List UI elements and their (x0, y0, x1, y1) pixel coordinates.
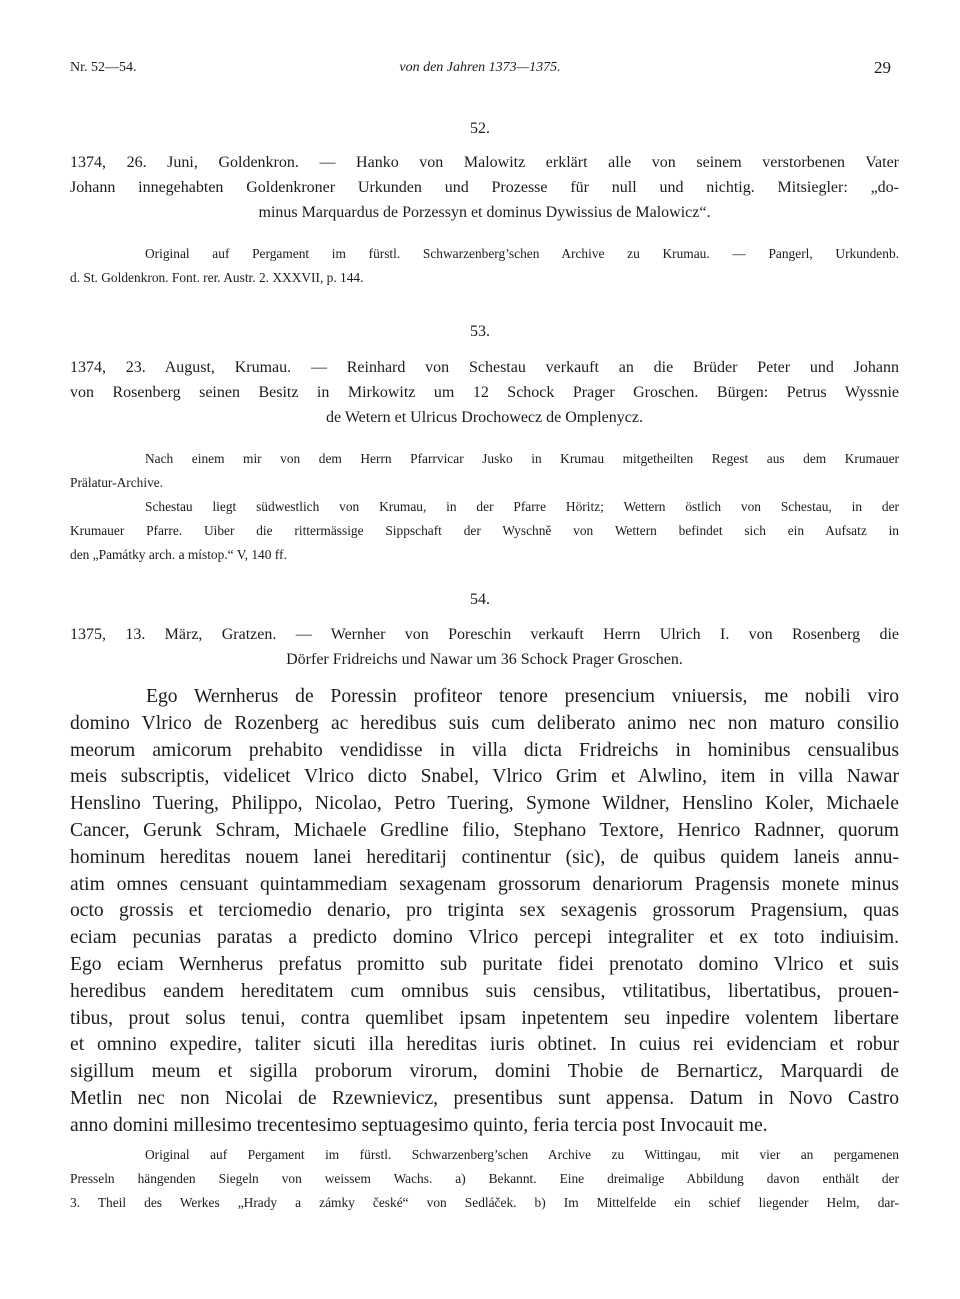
text-line: anno domini millesimo trecentesimo septuagesimo quinto, feria tercia post Invocauit me. (70, 1114, 768, 1136)
note-line: Schestau liegt südwestlich von Krumau, in der Pfarre Höritz; Wettern östlich von Schestau, in der (145, 499, 899, 514)
document-regest (70, 150, 899, 225)
text-line: Ego eciam Wernherus prefatus promitto sub puritate fidei prenotato domino Vlrico et suis (70, 953, 899, 975)
regest-line: von Rosenberg seinen Besitz in Mirkowitz um 12 Schock Prager Groschen. Bürgen: Petrus Wyssnie (70, 384, 899, 401)
note-line: Krumauer Pfarre. Uiber die rittermässige Sippschaft der Wyschně von Wettern befindet sich ein Aufsatz in (70, 523, 899, 538)
text-line: meis subscriptis, videlicet Vlrico dicto Snabel, Vlrico Grim et Alwlino, item in villa Nawar (70, 766, 899, 788)
text-line: atim omnes censuant quintammediam sexagenam grossorum denariorum Pragensis monete minus (70, 873, 899, 895)
source-note (70, 447, 899, 567)
text-line: octo grossis et terciomedio denario, pro triginta sex sexagenis grossorum Pragensium, quas (70, 900, 899, 922)
regest-line: Dörfer Fridreichs und Nawar um 36 Schock Prager Groschen. (286, 651, 683, 668)
note-line: Original auf Pergament im fürstl. Schwarzenberg’schen Archive zu Wittingau, mit vier an pergamenen (145, 1147, 899, 1162)
note-line: den „Památky arch. a místop.“ V, 140 ff. (70, 547, 287, 562)
text-line: domino Vlrico de Rozenberg ac heredibus suis cum deliberato animo nec non maturo consilio (70, 712, 899, 734)
regest-line: 1374, 26. Juni, Goldenkron. — Hanko von Malowitz erklärt alle von seinem verstorbenen Vater (70, 154, 899, 171)
text-line: tibus, prout solus tenui, contra quemlibet ipsam inpetentem seu inpedire volentem libertare (70, 1007, 899, 1029)
document-regest (70, 355, 899, 430)
text-line: Cancer, Gerunk Schram, Michaele Gredline filio, Stephano Textore, Henrico Radnner, quorum (70, 819, 899, 841)
document-number: 54. (470, 591, 490, 608)
running-header-title: von den Jahren 1373—1375. (399, 60, 561, 75)
text-line: hominum hereditas nouem lanei hereditarij continentur (sic), de quibus quidem laneis annu- (70, 846, 899, 868)
text-line: heredibus eandem hereditatem cum omnibus suis censibus, vtilitatibus, libertatibus, prouen- (70, 980, 899, 1002)
document-number: 52. (470, 120, 490, 137)
text-line: eciam pecunias paratas a predicto domino Vlrico percepi integraliter et ex toto indiuisim. (70, 927, 899, 949)
text-line: et omnino expedire, taliter sicuti illa hereditas iuris obtinet. In cuius rei evidenciam et robur (70, 1034, 899, 1056)
text-line: sigillum meum et sigilla proborum virorum, domini Thobie de Bernarticz, Marquardi de (70, 1061, 899, 1083)
source-note (70, 1143, 899, 1215)
regest-line: Johann innegehabten Goldenkroner Urkunden und Prozesse für null und nichtig. Mitsiegler: „do- (70, 179, 899, 196)
running-header-range: Nr. 52—54. (70, 60, 137, 75)
regest-line: 1374, 23. August, Krumau. — Reinhard von Schestau verkauft an die Brüder Peter und Johann (70, 359, 899, 376)
note-line: Nach einem mir von dem Herrn Pfarrvicar Jusko in Krumau mitgetheilten Regest aus dem Krumauer (145, 451, 899, 466)
note-line: 3. Theil des Werkes „Hrady a zámky české“ von Sedláček. b) Im Mittelfelde ein schief liegender Helm, dar- (70, 1195, 899, 1210)
note-line: Prälatur-Archive. (70, 475, 164, 490)
text-line: Ego Wernherus de Poressin profiteor tenore presencium vniuersis, me nobili viro (146, 686, 899, 707)
text-line: Henslino Tuering, Philippo, Nicolao, Petro Tuering, Symone Wildner, Henslino Koler, Michaele (70, 793, 899, 815)
charter-text (70, 684, 899, 1140)
note-line: d. St. Goldenkron. Font. rer. Austr. 2. XXXVII, p. 144. (70, 270, 364, 285)
note-line: Original auf Pergament im fürstl. Schwarzenberg’schen Archive zu Krumau. — Pangerl, Urkundenb. (145, 246, 899, 261)
source-note (70, 242, 899, 290)
regest-line: 1375, 13. März, Gratzen. — Wernher von Poreschin verkauft Herrn Ulrich I. von Rosenberg die (70, 626, 899, 643)
regest-line: minus Marquardus de Porzessyn et dominus Dywissius de Malowicz“. (258, 204, 711, 221)
document-regest (70, 622, 899, 672)
page-number: 29 (874, 58, 891, 77)
text-line: meorum amicorum prehabito vendidisse in villa dicta Fridreichs in hominibus censualibus (70, 739, 899, 761)
text-line: Metlin nec non Nicolai de Rzewnievicz, presentibus sunt appensa. Datum in Novo Castro (70, 1087, 899, 1109)
note-line: Presseln hängenden Siegeln von weissem Wachs. a) Bekannt. Eine dreimalige Abbildung davon enthält der (70, 1171, 899, 1186)
regest-line: de Wetern et Ulricus Drochowecz de Omplenycz. (326, 409, 643, 426)
document-number: 53. (470, 323, 490, 340)
